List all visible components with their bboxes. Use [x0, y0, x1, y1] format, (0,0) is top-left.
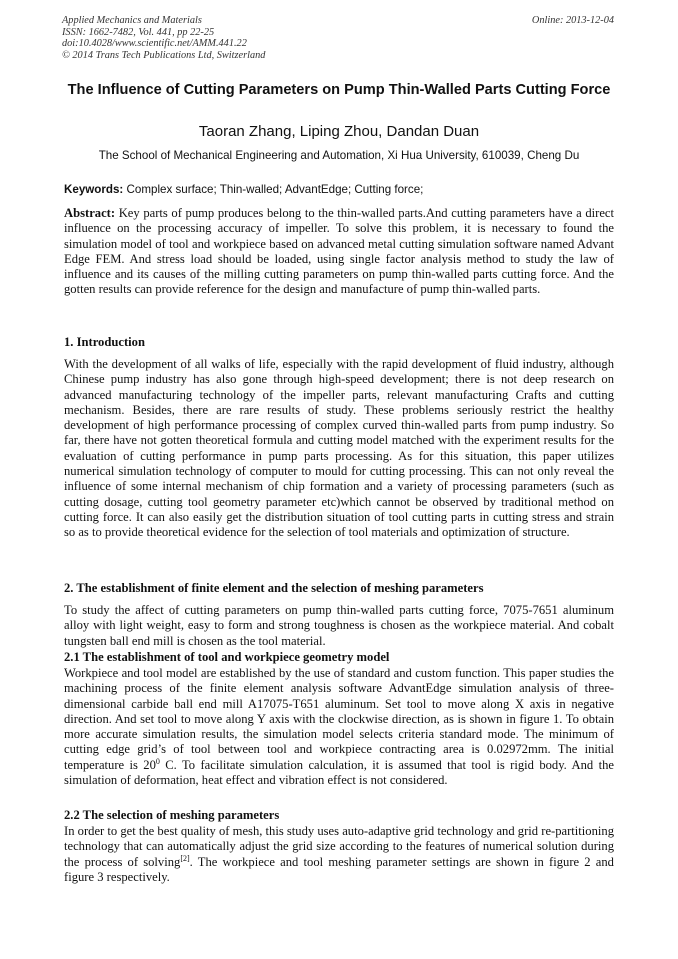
- abstract: [64, 206, 614, 298]
- section-2-2-body: [64, 824, 614, 885]
- doi-line: doi:10.4028/www.scientific.net/AMM.441.22: [62, 38, 247, 50]
- keywords: [64, 182, 616, 197]
- degree-superscript: 0: [155, 756, 160, 766]
- section-2-2-text-b: . The workpiece and tool meshing parameter settings are shown in figure 2 and figure 3 respectively.: [64, 854, 614, 884]
- section-2-heading: 2. The establishment of finite element and the selection of meshing parameters: [64, 581, 484, 595]
- authors: Taoran Zhang, Liping Zhou, Dandan Duan: [198, 123, 480, 140]
- section-1-body: With the development of all walks of life, especially with the rapid development of fluid industry, although Chinese pump industry has also gone through high-speed development; there is not deep research on advanced manufacturing technology of the impeller parts, relevant manufacturing Crafts and cutting mechanism. Besides, there are rare results of study. These problems seriously restrict the healthy development of high performance processing of complex curved thin-walled parts from pump industry. So far, there have not gotten theoretical formula and cutting model matched with the experiment results for the evaluation of cutting performance in pump parts processing. As for this situation, this paper utilizes numerical simulation technology of computer to mould for cutting processing. This can not only reveal the influence of some internal mechanism of chip formation and a variety of processing parameters (such as cutting dosage, cutting tool geometry parameter etc)which cannot be observed by traditional method on cutting force. It can also easily get the distribution situation of tool cutting parts in cutting stress and strain so as to provide theoretical evidence for the selection of tool materials and optimization of structure.: [64, 357, 614, 540]
- paper-title: The Influence of Cutting Parameters on Pump Thin-Walled Parts Cutting Force: [67, 82, 611, 98]
- affiliation: The School of Mechanical Engineering and Automation, Xi Hua University, 610039, Cheng Du: [98, 149, 580, 162]
- journal-name: Applied Mechanics and Materials: [62, 15, 202, 26]
- abstract-text: Key parts of pump produces belong to the thin-walled parts.And cutting parameters have a direct influence on the processing accuracy of impeller. To solve this problem, it is necessary to found the simulation model of tool and workpiece based on advanced metal cutting simulation software named Advant Edge FEM. And stress load should be loaded, using single factor analysis method to study the law of influence and its causes of the milling cutting parameters on pump thin-walled parts cutting force. And the gotten results can provide reference for the design and manufacture of pump thin-walled parts.: [64, 206, 614, 297]
- journal-header: [62, 15, 614, 61]
- section-1-heading: 1. Introduction: [64, 335, 145, 349]
- copyright-line: © 2014 Trans Tech Publications Ltd, Switzerland: [62, 49, 266, 61]
- section-2-1-heading: 2.1 The establishment of tool and workpiece geometry model: [64, 650, 390, 664]
- citation-ref: [2]: [180, 853, 190, 863]
- section-2-2-text-a: In order to get the best quality of mesh, this study uses auto-adaptive grid technology and grid re-partitioning technology that can automatically adjust the grid size according to the features of numerical solution during the process of solving: [64, 824, 614, 869]
- section-2-body: To study the affect of cutting parameters on pump thin-walled parts cutting force, 7075-7651 aluminum alloy with light weight, easy to form and strong toughness is chosen as the workpiece material. And cobalt tungsten ball end mill is chosen as the tool material.: [64, 603, 614, 648]
- keywords-label: Keywords:: [64, 183, 124, 196]
- online-date: Online: 2013-12-04: [531, 15, 614, 26]
- section-2-1-body: [64, 666, 614, 788]
- keywords-text: Complex surface; Thin-walled; AdvantEdge; Cutting force;: [126, 183, 424, 196]
- section-2-1-text-b: C. To facilitate simulation calculation, it is assumed that tool is rigid body. And the simulation of deformation, heat effect and vibration effect is not considered.: [64, 757, 614, 788]
- section-2-2-heading: 2.2 The selection of meshing parameters: [64, 808, 280, 822]
- issn-line: ISSN: 1662-7482, Vol. 441, pp 22-25: [62, 26, 215, 38]
- section-2-1-text-a: Workpiece and tool model are established by the use of standard and custom function. This paper studies the machining process of the finite element analysis software AdvantEdge simulation analysis of three-dimensional carbide ball end mill A17075-T651 aluminum. Set tool to move along X axis in negative direction. And set tool to move along Y axis with the clockwise direction, as is shown in figure 1. To obtain more accurate simulation results, the simulation model selects criteria standard mode. The minimum of cutting edge grid’s of tool between tool and workpiece contracting area is 0.02972mm. The initial temperature is 20: [64, 666, 614, 772]
- abstract-label: Abstract:: [64, 206, 116, 220]
